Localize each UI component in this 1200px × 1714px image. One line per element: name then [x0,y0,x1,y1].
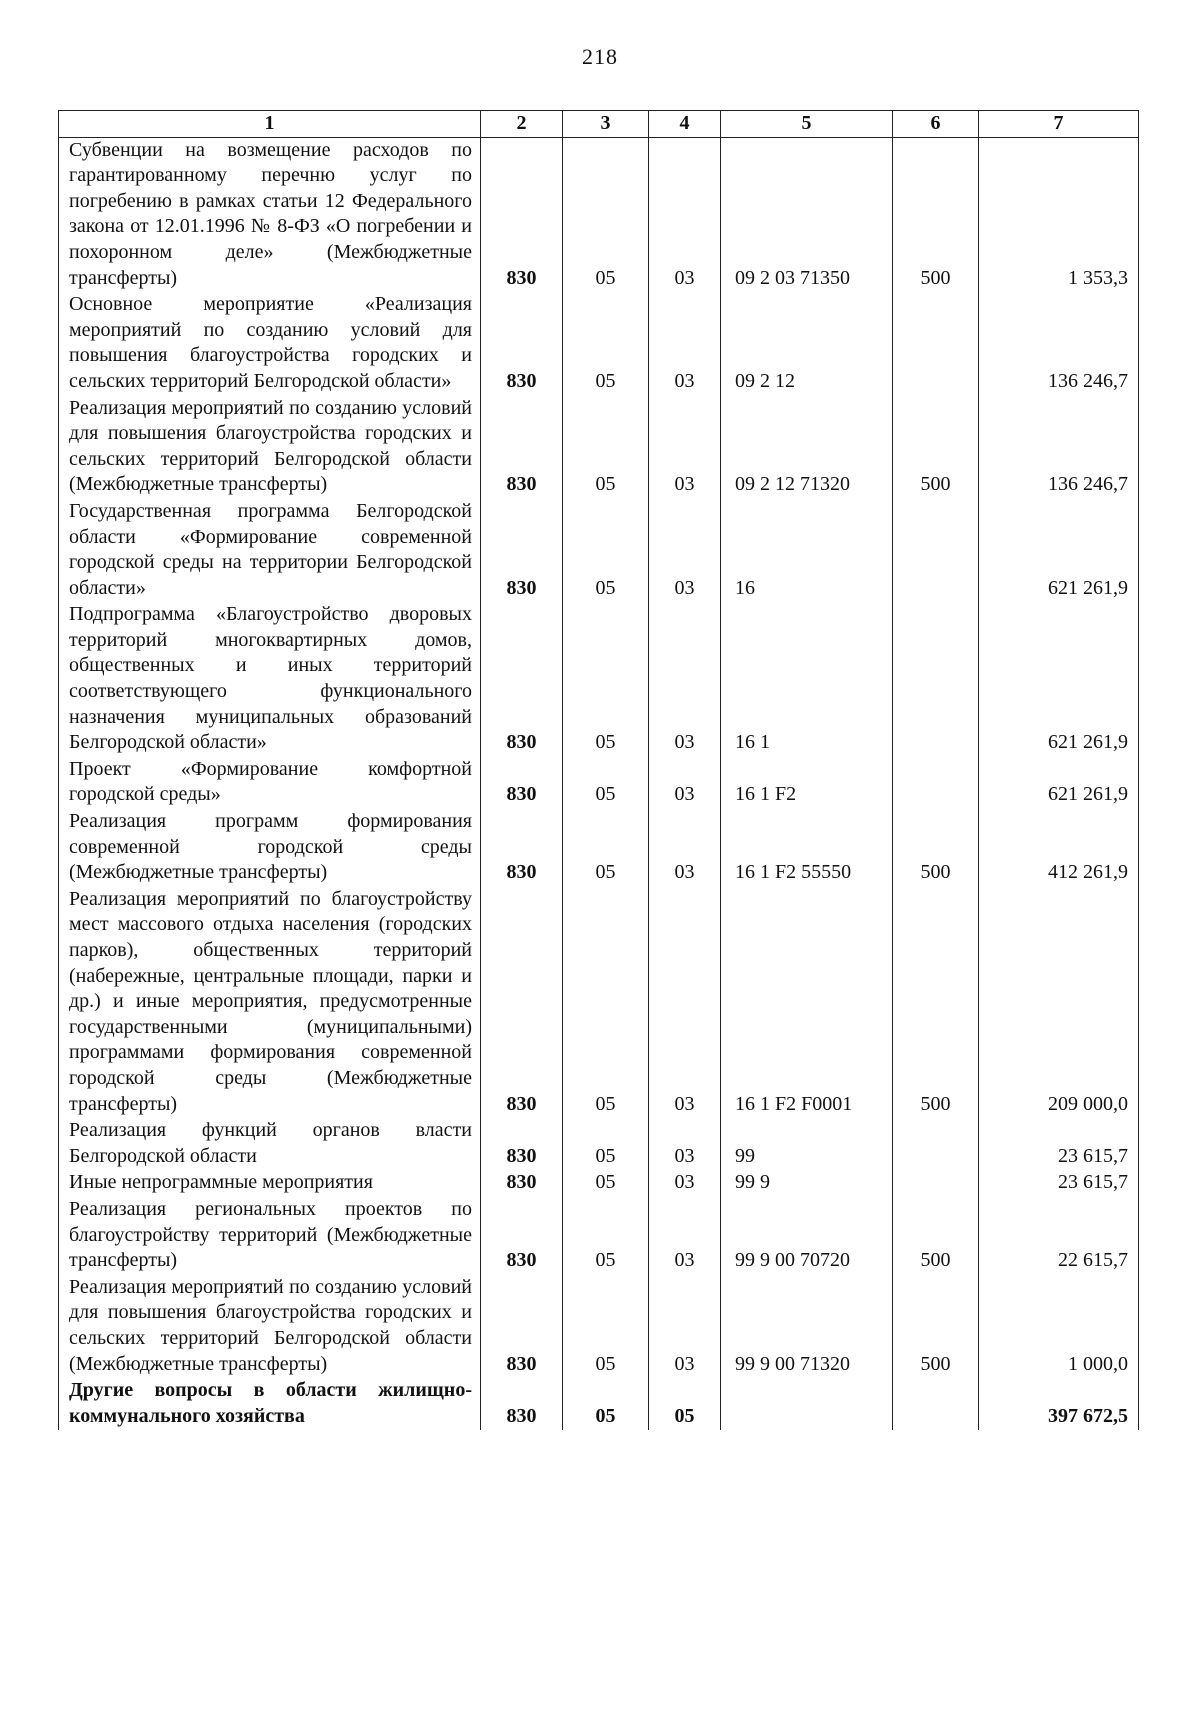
row-name: Государственная программа Белгородской области «Формирование современной городской среды на территории Белгородской области» [59,499,481,602]
row-amount: 209 000,0 [979,887,1139,1118]
row-section-code: 05 [563,137,649,292]
row-name: Реализация мероприятий по благоустройству мест массового отдыха населения (городских парков), общественных территорий (набережные, центральные площади, парки и др.) и иные мероприятия, предусмотренные государственными (муниципальными) программами формирования современной городской среды (Межбюджетные трансферты) [59,887,481,1118]
row-expense-type [893,602,979,757]
row-amount: 621 261,9 [979,499,1139,602]
table-row [59,1197,1139,1275]
table-body [59,137,1139,1430]
row-expense-type: 500 [893,396,979,499]
row-target-article: 09 2 03 71350 [721,137,893,292]
row-target-article: 16 1 F2 55550 [721,809,893,887]
table-row [59,1378,1139,1430]
row-section-code: 05 [563,1170,649,1197]
table-row [59,292,1139,395]
row-subsection-code: 03 [649,887,721,1118]
row-section-code: 05 [563,1118,649,1170]
row-target-article: 16 [721,499,893,602]
row-expense-type: 500 [893,1197,979,1275]
table-row [59,396,1139,499]
row-name: Подпрограмма «Благоустройство дворовых территорий многоквартирных домов, общественных и иных территорий соответствующего функционального назначения муниципальных образований Белгородской области» [59,602,481,757]
row-amount: 136 246,7 [979,396,1139,499]
row-grbs-code: 830 [481,1118,563,1170]
row-amount: 22 615,7 [979,1197,1139,1275]
row-target-article: 99 9 00 70720 [721,1197,893,1275]
row-section-code: 05 [563,499,649,602]
row-subsection-code: 03 [649,1275,721,1378]
row-target-article [721,1378,893,1430]
row-name: Реализация мероприятий по созданию условий для повышения благоустройства городских и сельских территорий Белгородской области (Межбюджетные трансферты) [59,396,481,499]
row-section-code: 05 [563,887,649,1118]
row-subsection-code: 03 [649,1170,721,1197]
column-header-1: 1 [59,111,481,138]
row-name: Реализация мероприятий по созданию условий для повышения благоустройства городских и сельских территорий Белгородской области (Межбюджетные трансферты) [59,1275,481,1378]
row-subsection-code: 05 [649,1378,721,1430]
column-header-4: 4 [649,111,721,138]
row-grbs-code: 830 [481,1275,563,1378]
table-row [59,499,1139,602]
row-section-code: 05 [563,1275,649,1378]
row-subsection-code: 03 [649,499,721,602]
row-grbs-code: 830 [481,1170,563,1197]
column-header-3: 3 [563,111,649,138]
row-grbs-code: 830 [481,137,563,292]
row-target-article: 16 1 [721,602,893,757]
table-row [59,809,1139,887]
row-section-code: 05 [563,809,649,887]
row-target-article: 16 1 F2 [721,757,893,809]
row-expense-type [893,292,979,395]
table-header [59,111,1139,138]
row-target-article: 99 [721,1118,893,1170]
row-subsection-code: 03 [649,757,721,809]
row-grbs-code: 830 [481,396,563,499]
row-target-article: 16 1 F2 F0001 [721,887,893,1118]
page-number: 218 [582,44,618,69]
column-header-2: 2 [481,111,563,138]
table-row [59,602,1139,757]
row-target-article: 09 2 12 71320 [721,396,893,499]
row-expense-type [893,499,979,602]
row-amount: 412 261,9 [979,809,1139,887]
row-grbs-code: 830 [481,757,563,809]
table-header-row [59,111,1139,138]
row-name: Иные непрограммные мероприятия [59,1170,481,1197]
column-header-6: 6 [893,111,979,138]
table-row [59,1170,1139,1197]
row-subsection-code: 03 [649,137,721,292]
budget-table [58,110,1139,1430]
row-amount: 621 261,9 [979,602,1139,757]
row-name: Субвенции на возмещение расходов по гарантированному перечню услуг по погребению в рамках статьи 12 Федерального закона от 12.01.1996 № 8-ФЗ «О погребении и похоронном деле» (Межбюджетные трансферты) [59,137,481,292]
table-row [59,1118,1139,1170]
column-header-7: 7 [979,111,1139,138]
row-grbs-code: 830 [481,809,563,887]
row-expense-type: 500 [893,887,979,1118]
table-row [59,887,1139,1118]
row-expense-type [893,1378,979,1430]
row-amount: 621 261,9 [979,757,1139,809]
row-section-code: 05 [563,1378,649,1430]
row-name: Реализация функций органов власти Белгородской области [59,1118,481,1170]
row-amount: 397 672,5 [979,1378,1139,1430]
row-amount: 23 615,7 [979,1118,1139,1170]
row-subsection-code: 03 [649,1118,721,1170]
row-grbs-code: 830 [481,602,563,757]
table-row [59,1275,1139,1378]
row-grbs-code: 830 [481,499,563,602]
row-expense-type [893,1118,979,1170]
row-target-article: 09 2 12 [721,292,893,395]
row-subsection-code: 03 [649,602,721,757]
row-grbs-code: 830 [481,887,563,1118]
row-section-code: 05 [563,757,649,809]
row-expense-type: 500 [893,137,979,292]
row-subsection-code: 03 [649,396,721,499]
row-expense-type: 500 [893,809,979,887]
row-expense-type [893,1170,979,1197]
column-header-5: 5 [721,111,893,138]
row-name: Реализация программ формирования современной городской среды (Межбюджетные трансферты) [59,809,481,887]
row-section-code: 05 [563,292,649,395]
row-amount: 1 353,3 [979,137,1139,292]
row-target-article: 99 9 [721,1170,893,1197]
row-grbs-code: 830 [481,1378,563,1430]
row-name: Основное мероприятие «Реализация мероприятий по созданию условий для повышения благоустройства городских и сельских территорий Белгородской области» [59,292,481,395]
row-amount: 1 000,0 [979,1275,1139,1378]
row-expense-type: 500 [893,1275,979,1378]
row-section-code: 05 [563,396,649,499]
row-name: Проект «Формирование комфортной городской среды» [59,757,481,809]
table-row [59,757,1139,809]
row-name: Другие вопросы в области жилищно-коммунального хозяйства [59,1378,481,1430]
row-grbs-code: 830 [481,292,563,395]
row-expense-type [893,757,979,809]
row-amount: 136 246,7 [979,292,1139,395]
table-row [59,137,1139,292]
row-subsection-code: 03 [649,292,721,395]
row-section-code: 05 [563,1197,649,1275]
row-grbs-code: 830 [481,1197,563,1275]
row-section-code: 05 [563,602,649,757]
row-target-article: 99 9 00 71320 [721,1275,893,1378]
row-amount: 23 615,7 [979,1170,1139,1197]
row-subsection-code: 03 [649,1197,721,1275]
row-subsection-code: 03 [649,809,721,887]
row-name: Реализация региональных проектов по благоустройству территорий (Межбюджетные трансферты) [59,1197,481,1275]
